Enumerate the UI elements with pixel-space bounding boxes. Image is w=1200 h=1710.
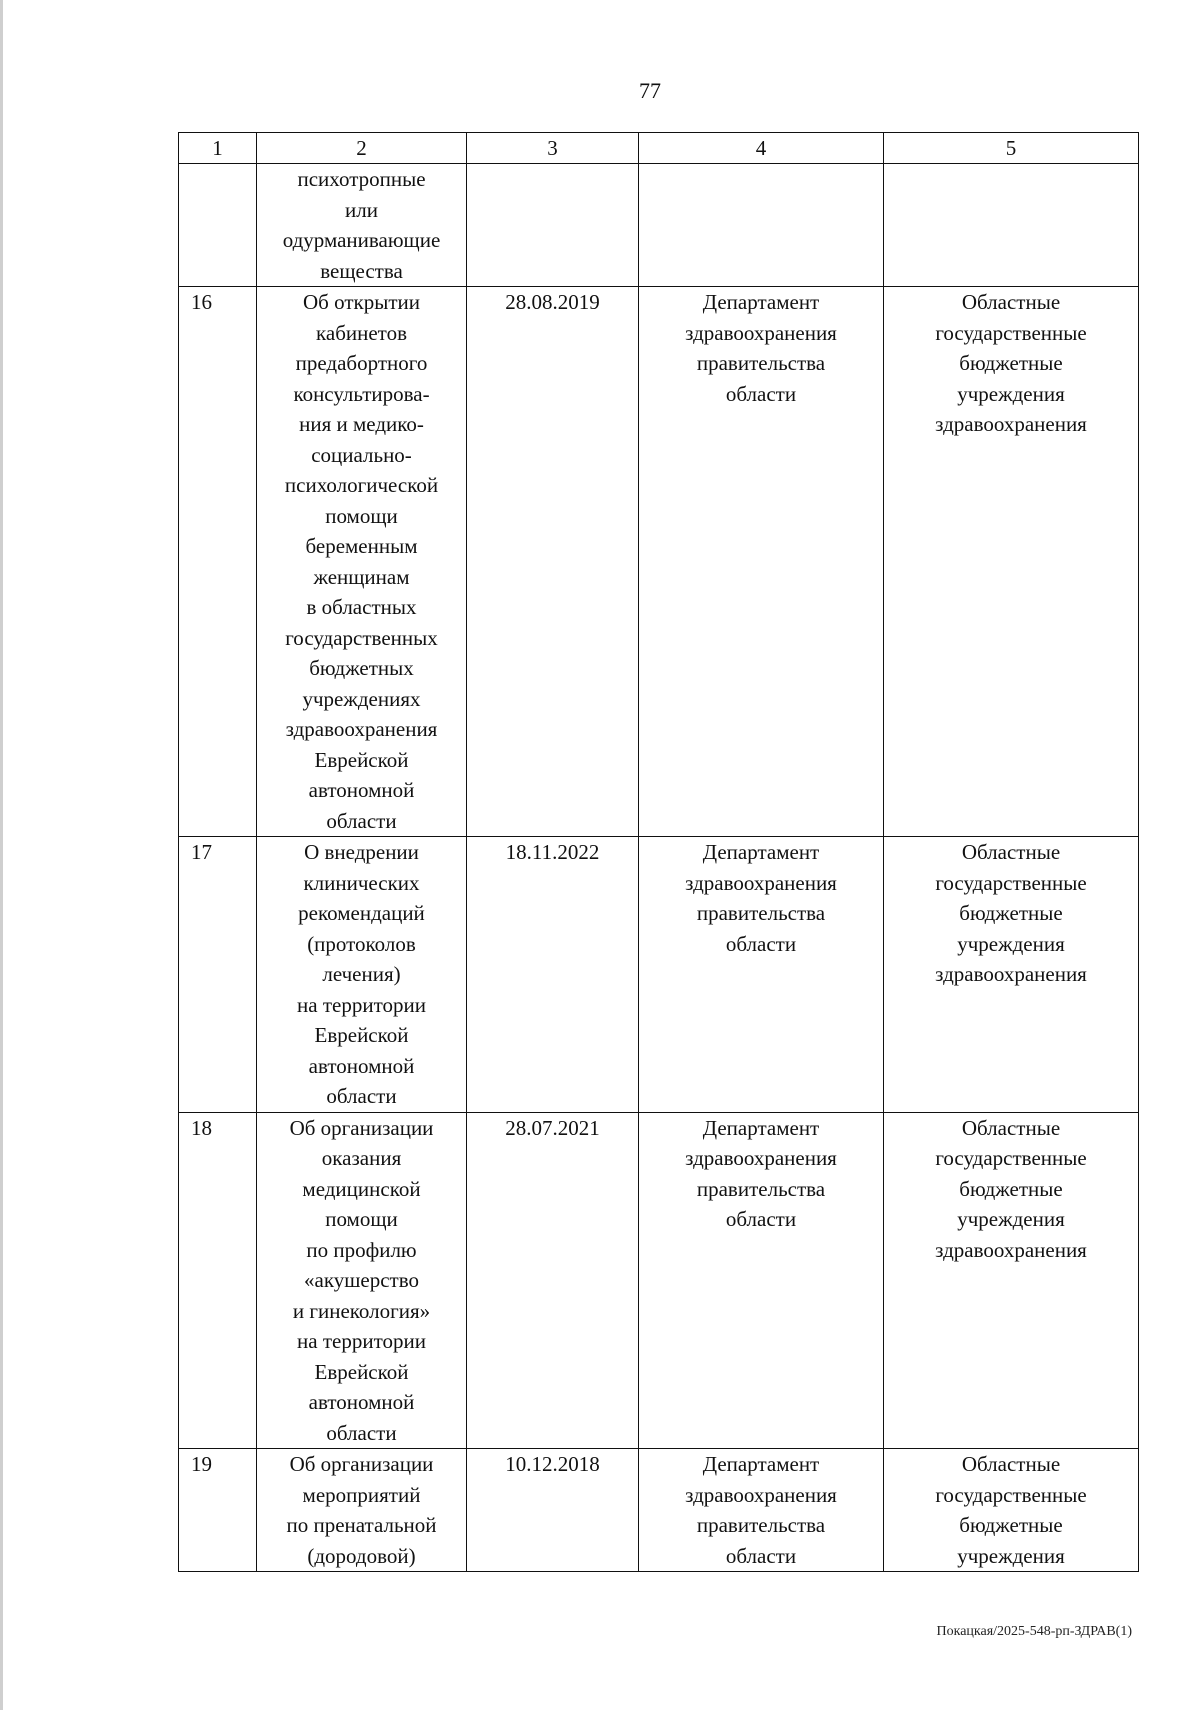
row-number-cell: 16 (179, 287, 257, 837)
measure-title-line: рекомендаций (298, 901, 425, 925)
executors-line: учреждения (957, 1207, 1065, 1231)
executors-line: учреждения (957, 931, 1065, 956)
responsible-line: правительства (696, 1513, 826, 1537)
document-date-cell: 28.07.2021 (467, 1112, 639, 1449)
executors-cell (884, 164, 1139, 287)
executors-line: здравоохранения (935, 412, 1087, 436)
responsible-line: области (725, 931, 797, 956)
scan-edge (0, 0, 3, 1710)
executors-line: бюджетные (959, 351, 1063, 375)
header-row (179, 133, 1139, 164)
measure-title-line: Еврейской (314, 747, 409, 772)
measure-title-line: «акушерство (304, 1268, 419, 1292)
measure-title-line: О внедрении (304, 840, 419, 864)
responsible-line: области (725, 1543, 797, 1568)
measure-title-cell (257, 837, 467, 1113)
measure-title-cell (257, 287, 467, 837)
responsible-cell (639, 287, 884, 837)
executors-line: государственные (935, 1482, 1087, 1507)
document-date-cell: 18.11.2022 (467, 837, 639, 1113)
measure-title-line: учреждениях (302, 686, 421, 711)
measure-title-cell (257, 1449, 467, 1572)
measure-title-line: социально- (311, 442, 412, 467)
responsible-line: области (725, 381, 797, 406)
measure-title-line: консультирова- (293, 381, 430, 406)
executors-line: государственные (935, 320, 1087, 345)
executors-line: бюджетные (959, 901, 1063, 925)
measure-title-line: клинических (303, 870, 420, 895)
header-col-4: 4 (639, 133, 884, 164)
header-col-2: 2 (257, 133, 467, 164)
measure-title-line: или (345, 197, 378, 222)
measure-title-line: (дородовой) (307, 1543, 416, 1568)
executors-cell (884, 1112, 1139, 1449)
document-date-cell: 10.12.2018 (467, 1449, 639, 1572)
executors-line: Областные (961, 1452, 1061, 1476)
measure-title-line: по пренатальной (286, 1513, 437, 1537)
executors-line: государственные (935, 870, 1087, 895)
measure-title-line: (протоколов (307, 931, 416, 956)
measure-title-cell (257, 1112, 467, 1449)
executors-cell (884, 837, 1139, 1113)
measure-title-line: в областных (306, 595, 417, 619)
table-row (179, 164, 1139, 287)
table-row (179, 287, 1139, 837)
measure-title-line: на территории (297, 1329, 426, 1353)
measure-title-line: оказания (321, 1146, 402, 1170)
measure-title-line: бюджетных (309, 656, 414, 680)
measure-title-line: психотропные (297, 167, 426, 191)
responsible-line: здравоохранения (685, 1482, 837, 1507)
measure-title-line: Еврейской (314, 1023, 409, 1047)
responsible-line: здравоохранения (685, 1146, 837, 1170)
header-col-1: 1 (179, 133, 257, 164)
responsible-cell (639, 837, 884, 1113)
executors-cell (884, 287, 1139, 837)
row-number-cell: 19 (179, 1449, 257, 1572)
measure-title-line: психологической (284, 473, 439, 497)
measure-title-line: предабортного (295, 351, 428, 375)
measure-title-line: автономной (308, 778, 415, 802)
responsible-cell (639, 1449, 884, 1572)
measure-title-line: Об организации (289, 1115, 434, 1140)
measures-table (178, 132, 1139, 1572)
responsible-line: здравоохранения (685, 870, 837, 895)
measure-title-line: Еврейской (314, 1359, 409, 1384)
measure-title-line: помощи (325, 503, 398, 528)
responsible-line: правительства (696, 1176, 826, 1201)
measure-title-line: мероприятий (302, 1482, 421, 1507)
executors-line: бюджетные (959, 1176, 1063, 1201)
measure-title-line: и гинекология» (292, 1298, 431, 1323)
document-code: Покацкая/2025-548-рп-ЗДРАВ(1) (936, 1624, 1132, 1639)
measure-title-line: ния и медико- (299, 412, 424, 436)
page-number: 77 (639, 78, 661, 103)
document-date-cell: 28.08.2019 (467, 287, 639, 837)
responsible-line: Департамент (702, 840, 820, 864)
measure-title-line: одурманивающие (282, 228, 441, 252)
measure-title-line: области (326, 1420, 397, 1445)
row-number-cell (179, 164, 257, 287)
header-col-5: 5 (884, 133, 1139, 164)
measure-title-cell (257, 164, 467, 287)
measure-title-line: области (326, 1084, 397, 1108)
executors-line: учреждения (957, 1543, 1065, 1568)
executors-line: учреждения (957, 381, 1065, 406)
measure-title-line: вещества (320, 258, 403, 283)
measure-title-line: по профилю (306, 1237, 417, 1262)
table-row (179, 1449, 1139, 1572)
responsible-line: Департамент (702, 1115, 820, 1140)
executors-line: здравоохранения (935, 1237, 1087, 1262)
executors-line: здравоохранения (935, 962, 1087, 986)
measure-title-line: области (326, 808, 397, 833)
executors-cell (884, 1449, 1139, 1572)
measure-title-line: Об открытии (303, 290, 420, 314)
measure-title-line: беременным (305, 534, 418, 558)
table-row (179, 837, 1139, 1113)
measure-title-line: лечения) (322, 962, 401, 986)
measure-title-line: женщинам (313, 564, 410, 589)
executors-line: Областные (961, 290, 1061, 314)
executors-line: бюджетные (959, 1513, 1063, 1537)
responsible-line: правительства (696, 901, 826, 925)
header-col-3: 3 (467, 133, 639, 164)
measure-title-line: помощи (325, 1207, 398, 1231)
measure-title-line: Об организации (289, 1452, 434, 1476)
responsible-cell (639, 164, 884, 287)
measure-title-line: автономной (308, 1053, 415, 1078)
responsible-line: правительства (696, 351, 826, 375)
measure-title-line: государственных (285, 625, 438, 650)
measure-title-line: здравоохранения (285, 717, 438, 741)
executors-line: Областные (961, 840, 1061, 864)
document-date-cell (467, 164, 639, 287)
measure-title-line: кабинетов (315, 320, 407, 345)
responsible-cell (639, 1112, 884, 1449)
executors-line: Областные (961, 1115, 1061, 1140)
executors-line: государственные (935, 1146, 1087, 1170)
responsible-line: области (725, 1207, 797, 1231)
responsible-line: Департамент (702, 290, 820, 314)
responsible-line: Департамент (702, 1452, 820, 1476)
row-number-cell: 18 (179, 1112, 257, 1449)
measure-title-line: автономной (308, 1390, 415, 1414)
measure-title-line: на территории (297, 992, 426, 1017)
table-row (179, 1112, 1139, 1449)
responsible-line: здравоохранения (685, 320, 837, 345)
measure-title-line: медицинской (302, 1176, 421, 1201)
row-number-cell: 17 (179, 837, 257, 1113)
